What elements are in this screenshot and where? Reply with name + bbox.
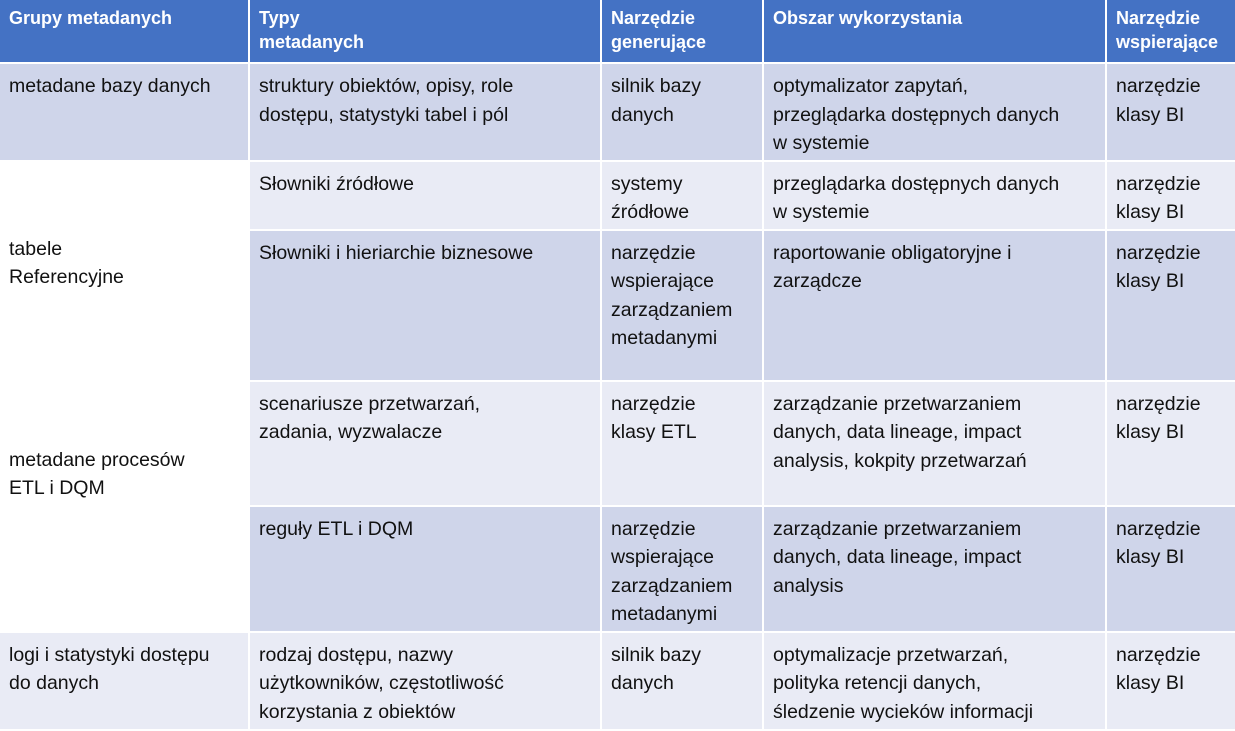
tool-cell: silnik bazy danych bbox=[602, 64, 762, 160]
table-row bbox=[0, 64, 1235, 160]
header-grupy-metadanych: Grupy metadanych bbox=[0, 0, 248, 62]
header-narzedzie-wspierajace: Narzędzie wspierające bbox=[1107, 0, 1235, 62]
support-cell: narzędzie klasy BI bbox=[1107, 633, 1235, 729]
support-cell: narzędzie klasy BI bbox=[1107, 382, 1235, 505]
support-cell: narzędzie klasy BI bbox=[1107, 231, 1235, 380]
area-cell: zarządzanie przetwarzaniem danych, data lineage, impact analysis, kokpity przetwarzań bbox=[764, 382, 1105, 505]
tool-cell: narzędzie wspierające zarządzaniem metadanymi bbox=[602, 231, 762, 380]
table-row bbox=[0, 633, 1235, 729]
group-cell: logi i statystyki dostępu do danych bbox=[0, 633, 248, 729]
group-cell: tabele Referencyjne bbox=[0, 162, 248, 380]
support-cell: narzędzie klasy BI bbox=[1107, 64, 1235, 160]
area-cell: raportowanie obligatoryjne i zarządcze bbox=[764, 231, 1105, 380]
tool-cell: silnik bazy danych bbox=[602, 633, 762, 729]
support-cell: narzędzie klasy BI bbox=[1107, 507, 1235, 631]
area-cell: zarządzanie przetwarzaniem danych, data lineage, impact analysis bbox=[764, 507, 1105, 631]
group-cell: metadane bazy danych bbox=[0, 64, 248, 160]
tool-cell: narzędzie wspierające zarządzaniem metadanymi bbox=[602, 507, 762, 631]
group-cell: metadane procesów ETL i DQM bbox=[0, 382, 248, 631]
table-row bbox=[0, 382, 1235, 505]
type-cell: reguły ETL i DQM bbox=[250, 507, 600, 631]
tool-cell: narzędzie klasy ETL bbox=[602, 382, 762, 505]
support-cell: narzędzie klasy BI bbox=[1107, 162, 1235, 229]
type-cell: Słowniki źródłowe bbox=[250, 162, 600, 229]
type-cell: Słowniki i hieriarchie biznesowe bbox=[250, 231, 600, 380]
header-obszar-wykorzystania: Obszar wykorzystania bbox=[764, 0, 1105, 62]
area-cell: optymalizator zapytań, przeglądarka dostępnych danych w systemie bbox=[764, 64, 1105, 160]
table-row bbox=[0, 162, 1235, 229]
type-cell: rodzaj dostępu, nazwy użytkowników, częstotliwość korzystania z obiektów bbox=[250, 633, 600, 729]
header-typy-metadanych: Typy metadanych bbox=[250, 0, 600, 62]
header-row bbox=[0, 0, 1235, 62]
area-cell: przeglądarka dostępnych danych w systemie bbox=[764, 162, 1105, 229]
type-cell: scenariusze przetwarzań, zadania, wyzwalacze bbox=[250, 382, 600, 505]
type-cell: struktury obiektów, opisy, role dostępu, statystyki tabel i pól bbox=[250, 64, 600, 160]
tool-cell: systemy źródłowe bbox=[602, 162, 762, 229]
area-cell: optymalizacje przetwarzań, polityka retencji danych, śledzenie wycieków informacji bbox=[764, 633, 1105, 729]
header-narzedzie-generujace: Narzędzie generujące bbox=[602, 0, 762, 62]
